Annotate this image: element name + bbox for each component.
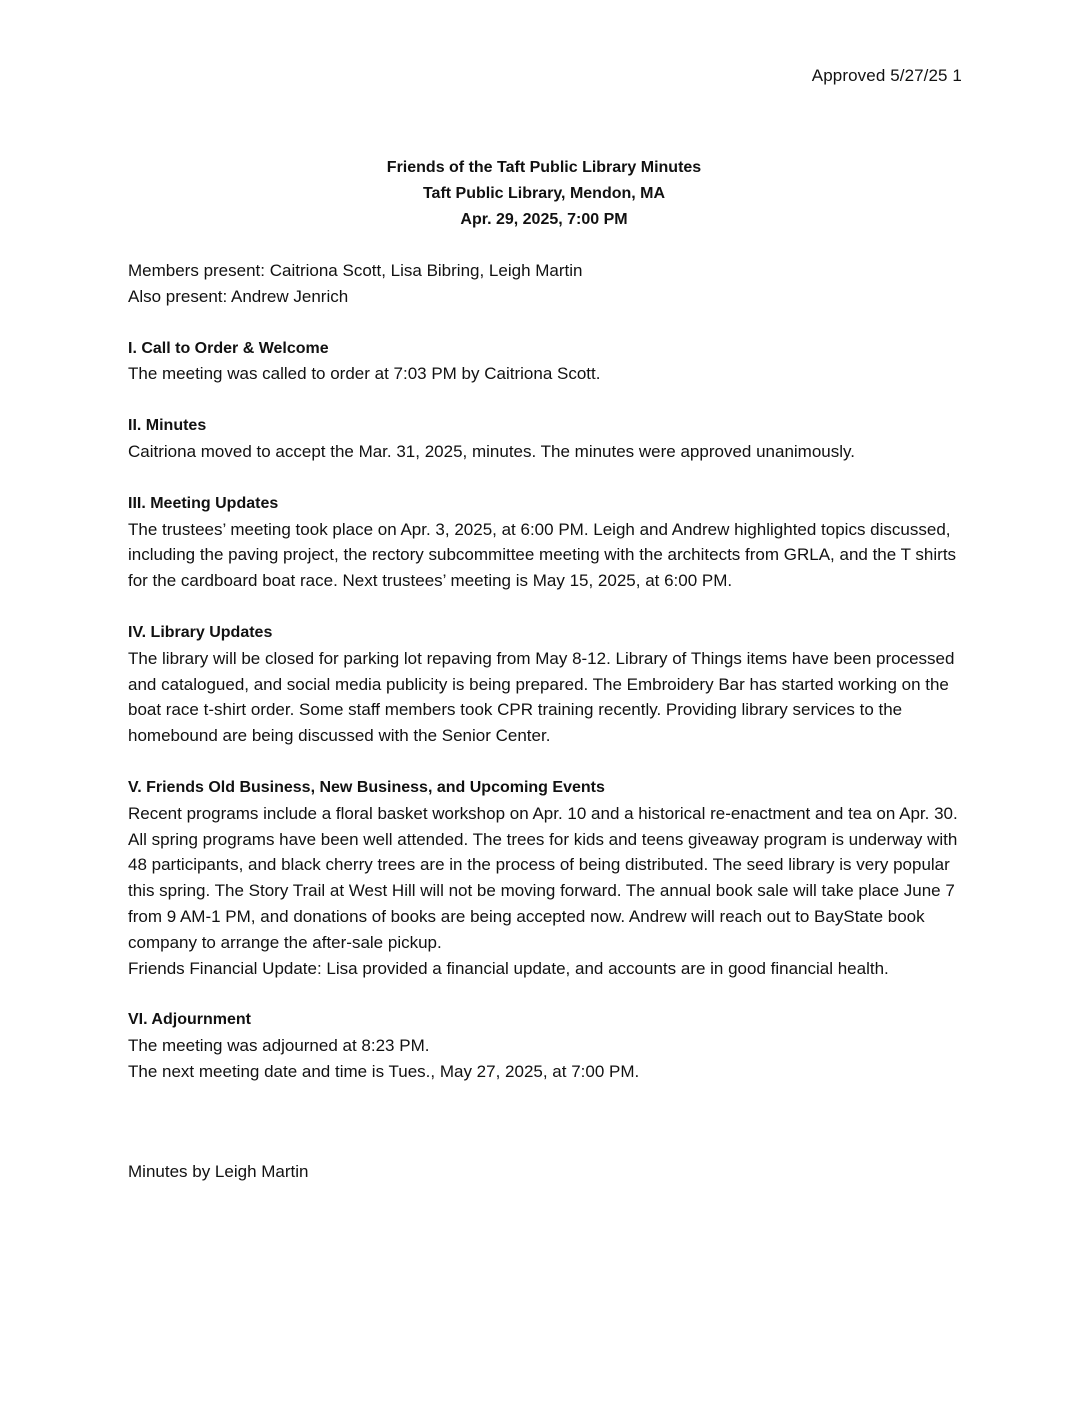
section-paragraph: The next meeting date and time is Tues., May 27, 2025, at 7:00 PM.	[128, 1061, 640, 1081]
document-title	[0, 155, 1088, 233]
section-adjournment	[128, 1007, 968, 1084]
section-heading: IV. Library Updates	[128, 623, 273, 641]
section-paragraph: Friends Financial Update: Lisa provided a financial update, and accounts are in good financial health.	[128, 958, 889, 978]
approval-header: Approved 5/27/25 1	[811, 66, 962, 85]
section-paragraph: The library will be closed for parking lot repaving from May 8-12. Library of Things items have been processed and catalogued, and social media publicity is being prepared. The Embroidery Bar has started working on the boat race t-shirt order. Some staff members took CPR training recently. Providing library services to the homebound are being discussed with the Senior Center.	[128, 648, 955, 746]
section-heading: VI. Adjournment	[128, 1011, 251, 1029]
section-friends-business	[128, 775, 968, 981]
also-present: Also present: Andrew Jenrich	[128, 286, 349, 306]
section-heading: I. Call to Order & Welcome	[128, 339, 329, 357]
section-heading: V. Friends Old Business, New Business, and Upcoming Events	[128, 778, 605, 796]
section-paragraph: The meeting was called to order at 7:03 PM by Caitriona Scott.	[128, 364, 601, 384]
minutes-signature: Minutes by Leigh Martin	[128, 1162, 309, 1181]
title-line-1: Friends of the Taft Public Library Minutes	[386, 159, 702, 176]
section-paragraph: Caitriona moved to accept the Mar. 31, 2025, minutes. The minutes were approved unanimously.	[128, 441, 855, 461]
minutes-body	[128, 258, 968, 1085]
section-paragraph: The meeting was adjourned at 8:23 PM.	[128, 1036, 430, 1056]
members-present: Members present: Caitriona Scott, Lisa Bibring, Leigh Martin	[128, 261, 583, 280]
section-minutes	[128, 413, 968, 465]
section-call-to-order	[128, 336, 968, 388]
section-library-updates	[128, 620, 968, 749]
section-paragraph: The trustees’ meeting took place on Apr. 3, 2025, at 6:00 PM. Leigh and Andrew highlighted topics discussed, including the paving project, the rectory subcommittee meeting with the architects from GRLA, and the T shirts for the cardboard boat race. Next trustees’ meeting is May 15, 2025, at 6:00 PM.	[128, 519, 957, 591]
attendance	[128, 258, 968, 310]
title-line-3: Apr. 29, 2025, 7:00 PM	[460, 211, 628, 228]
title-line-2: Taft Public Library, Mendon, MA	[422, 185, 666, 202]
section-meeting-updates	[128, 491, 968, 594]
section-heading: III. Meeting Updates	[128, 494, 279, 512]
section-heading: II. Minutes	[128, 417, 207, 435]
section-paragraph: Recent programs include a floral basket workshop on Apr. 10 and a historical re-enactment and tea on Apr. 30. All spring programs have been well attended. The trees for kids and teens giveaway program is underway with 48 participants, and black cherry trees are in the process of being distributed. The seed library is very popular this spring. The Story Trail at West Hill will not be moving forward. The annual book sale will take place June 7 from 9 AM-1 PM, and donations of books are being accepted now. Andrew will reach out to BayState book company to arrange the after-sale pickup.	[128, 803, 958, 952]
